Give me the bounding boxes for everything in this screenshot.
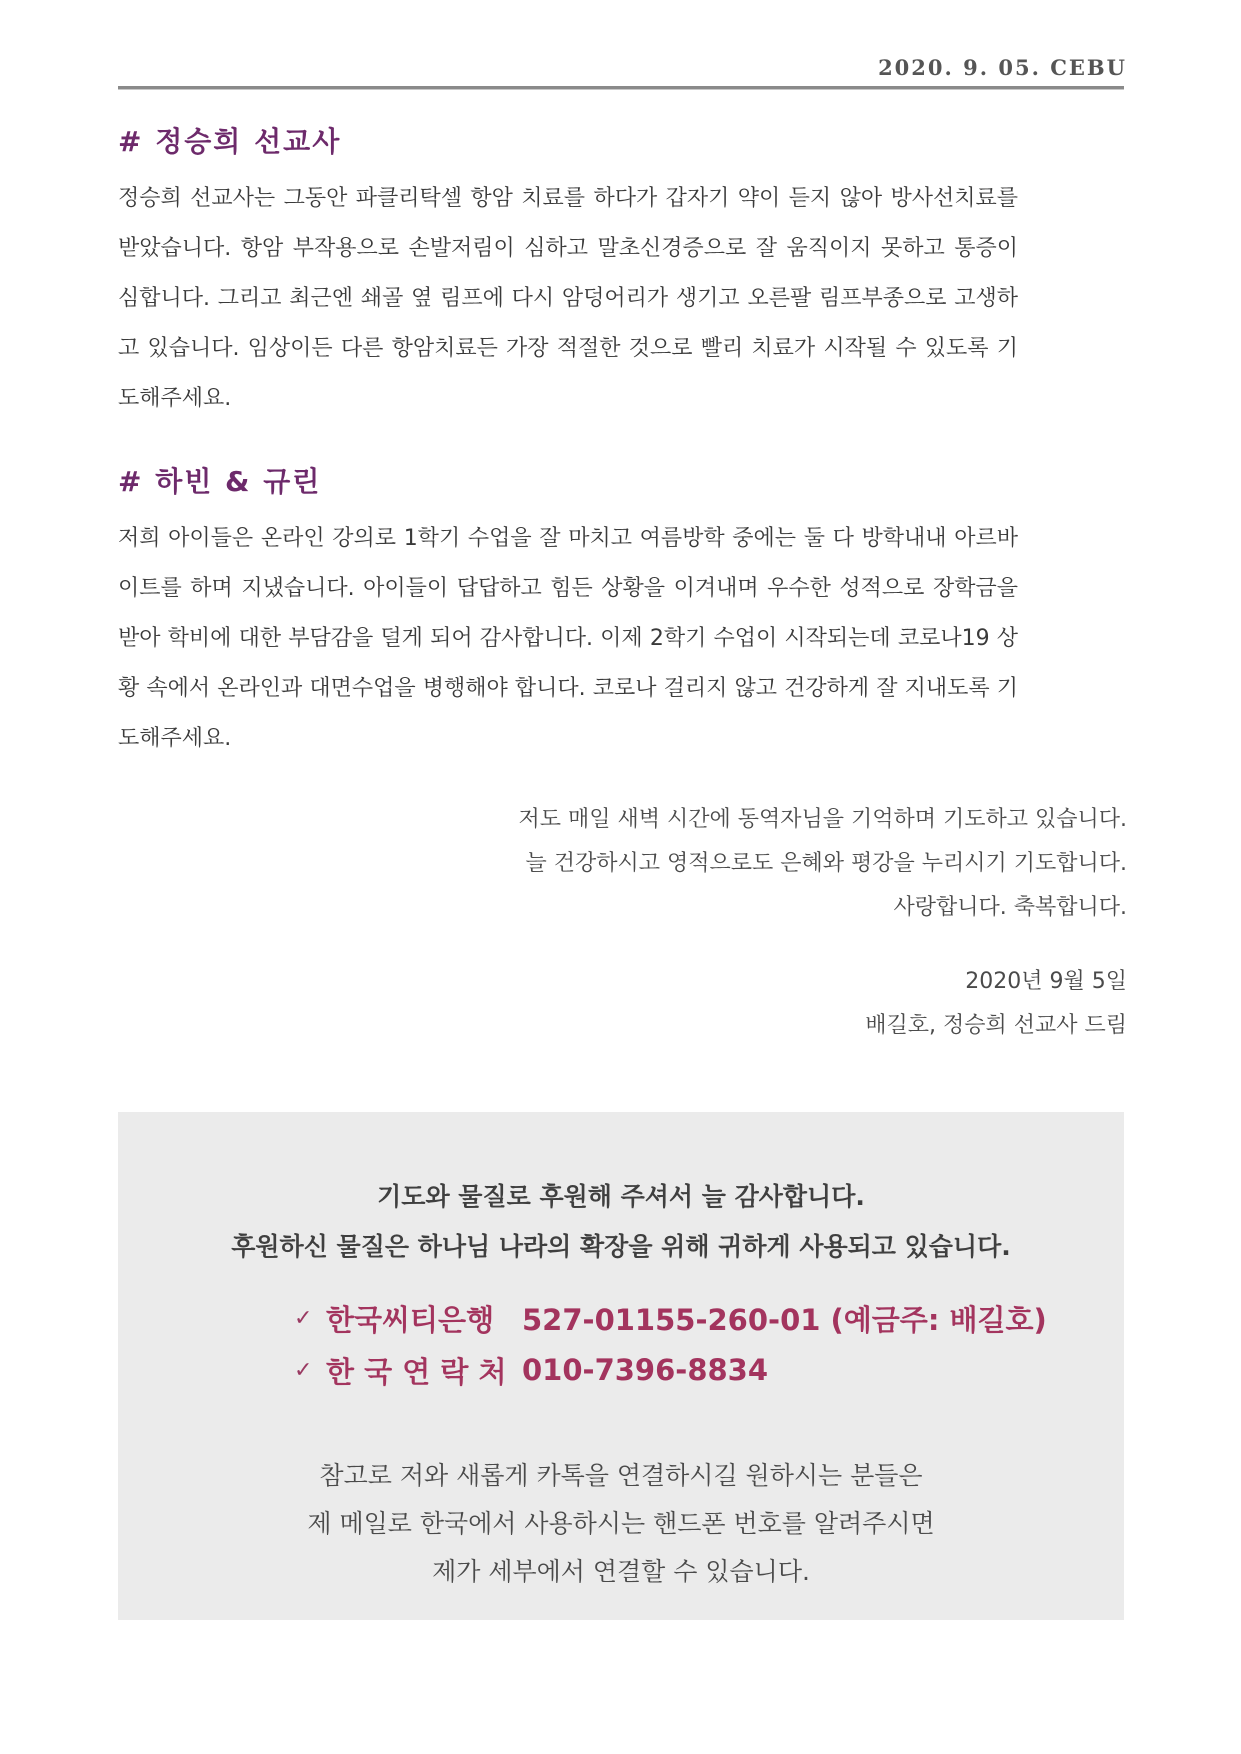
note-line: 참고로 저와 새롭게 카톡을 연결하시길 원하시는 분들은: [319, 1461, 923, 1490]
note-line: 제가 세부에서 연결할 수 있습니다.: [432, 1557, 810, 1586]
closing-message: [519, 798, 1128, 930]
section-missionary: [118, 120, 1018, 424]
thanks-line: 후원하신 물질은 하나님 나라의 확장을 위해 귀하게 사용되고 있습니다.: [231, 1232, 1011, 1261]
contact-value-phone-number: 010-7396-8834: [522, 1353, 769, 1387]
section-body-children: 저희 아이들은 온라인 강의로 1학기 수업을 잘 마치고 여름방학 중에는 둘 다 방학내내 아르바이트를 하며 지냈습니다. 아이들이 답답하고 힘든 상황을 이겨내며 우수한 성적으로 장학금을 받아 학비에 대한 부담감을 덜게 되어 감사합니다. 이제 2학기 수업이 시작되는데 코로나19 상황 속에서 온라인과 대면수업을 병행해야 합니다. 코로나 걸리지 않고 건강하게 잘 지내도록 기도해주세요.: [118, 526, 1018, 751]
support-thanks: [118, 1172, 1124, 1272]
kakao-note: [118, 1452, 1124, 1596]
section-title-children: # 하빈 & 규린: [118, 465, 322, 498]
section-title-missionary: # 정승희 선교사: [118, 125, 342, 158]
contact-label-bank: 한국씨티은행: [326, 1302, 495, 1337]
support-info-box: [118, 1112, 1124, 1620]
closing-line: 저도 매일 새벽 시간에 동역자님을 기억하며 기도하고 있습니다.: [518, 807, 1127, 832]
signature-name: 배길호, 정승희 선교사 드림: [865, 1013, 1127, 1038]
contact-list: [294, 1292, 1047, 1396]
section-body-missionary: 정승희 선교사는 그동안 파클리탁셀 항암 치료를 하다가 갑자기 약이 듣지 않아 방사선치료를 받았습니다. 항암 부작용으로 손발저림이 심하고 말초신경증으로 잘 움직이지 못하고 통증이 심합니다. 그리고 최근엔 쇄골 옆 림프에 다시 암덩어리가 생기고 오른팔 림프부종으로 고생하고 있습니다. 임상이든 다른 항암치료든 가장 적절한 것으로 빨리 치료가 시작될 수 있도록 기도해주세요.: [118, 186, 1018, 411]
contact-item-phone: [294, 1344, 1047, 1396]
thanks-line: 기도와 물질로 후원해 주셔서 늘 감사합니다.: [377, 1182, 865, 1211]
header-divider: [118, 86, 1124, 90]
check-icon: ✓: [294, 1357, 313, 1383]
contact-label-phone: 한 국 연 락 처: [326, 1354, 507, 1389]
contact-item-bank: [294, 1292, 1047, 1344]
section-children: [118, 460, 1018, 764]
signature-date: 2020년 9월 5일: [965, 969, 1127, 994]
contact-value-bank-account: 527-01155-260-01 (예금주: 배길호): [522, 1302, 1047, 1337]
header-date-location: 2020. 9. 05. CEBU: [878, 55, 1127, 80]
closing-line: 늘 건강하시고 영적으로도 은혜와 평강을 누리시기 기도합니다.: [525, 851, 1127, 876]
check-icon: ✓: [294, 1305, 313, 1331]
signature-block: [865, 960, 1127, 1048]
note-line: 제 메일로 한국에서 사용하시는 핸드폰 번호를 알려주시면: [307, 1509, 935, 1538]
closing-line: 사랑합니다. 축복합니다.: [893, 895, 1127, 920]
